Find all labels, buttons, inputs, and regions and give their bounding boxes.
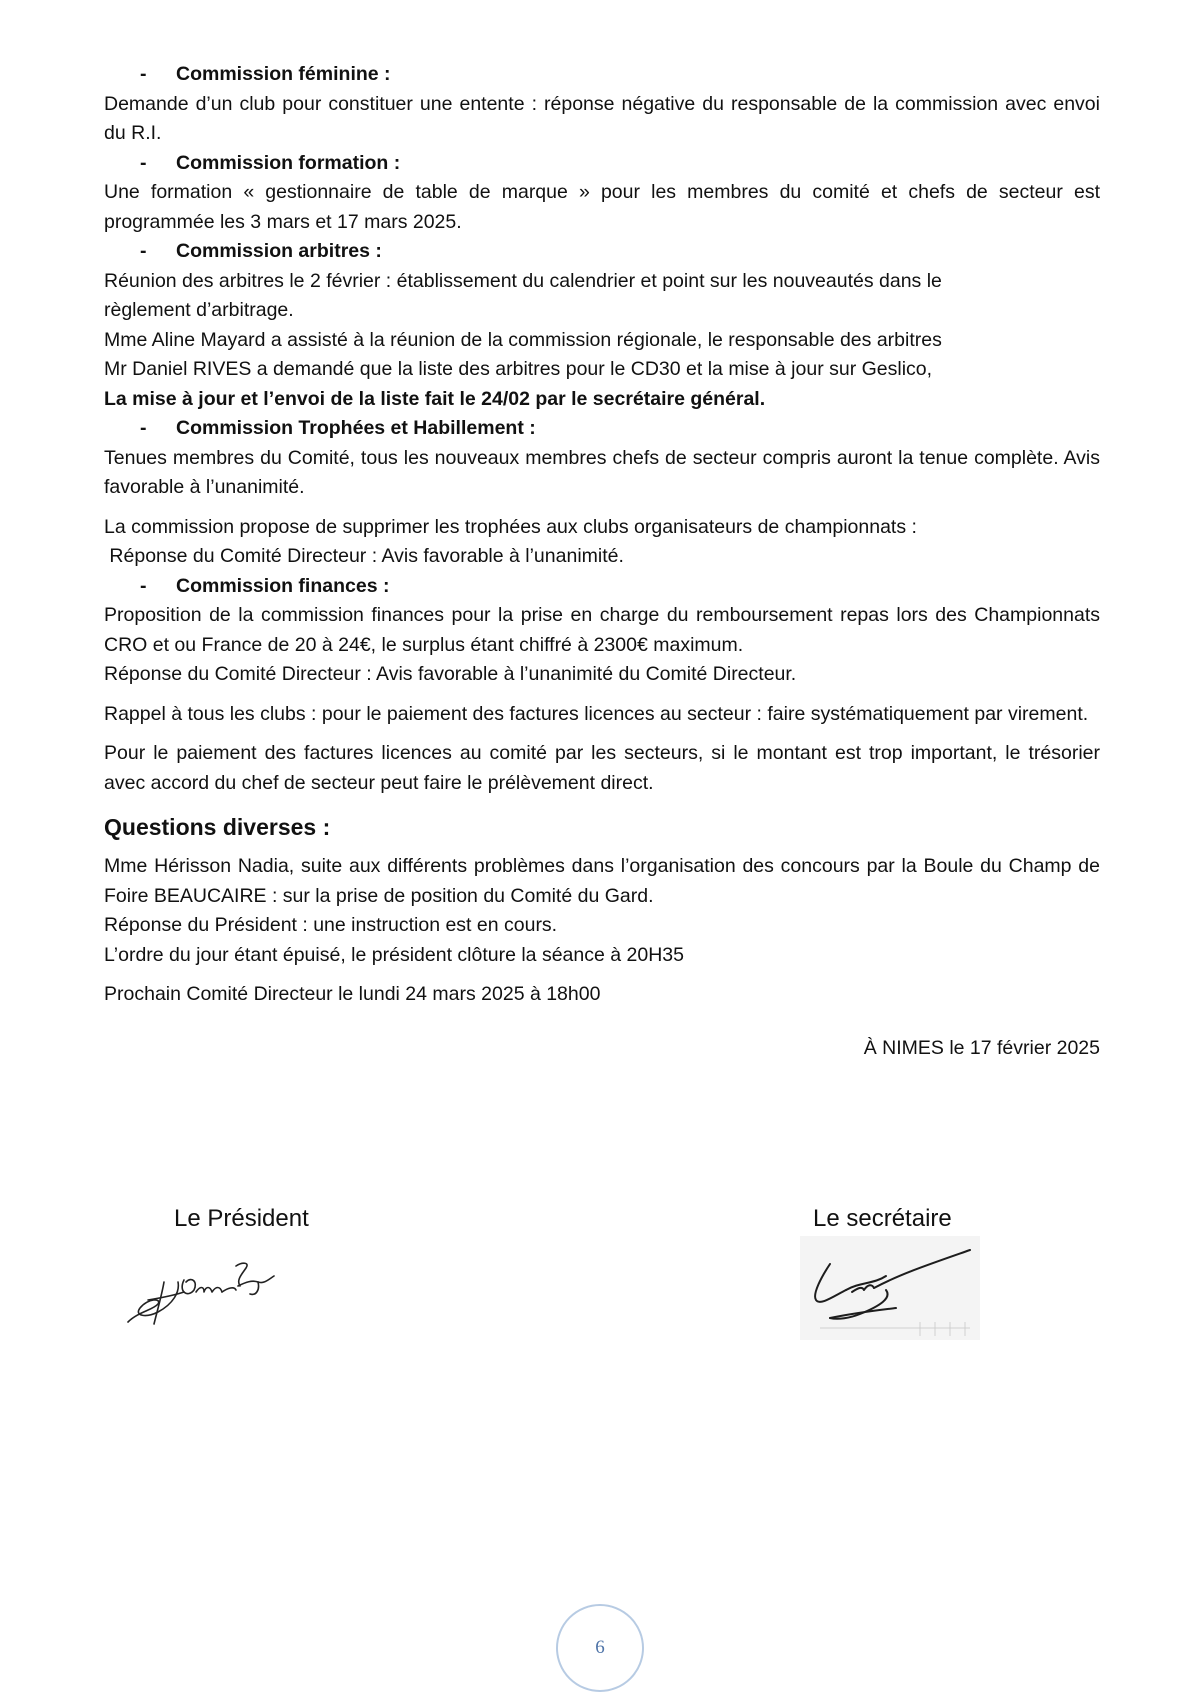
paragraph-line: règlement d’arbitrage. [104, 299, 294, 321]
heading-text: Commission formation : [176, 151, 401, 174]
paragraph: Tenues membres du Comité, tous les nouveaux membres chefs de secteur compris auront la tenue complète. Avis favorable à l’unanimité. [104, 446, 1100, 498]
signature-president-icon [118, 1252, 288, 1332]
president-label: Le Président [174, 1205, 309, 1232]
paragraph-line: Réponse du Comité Directeur : Avis favorable à l’unanimité du Comité Directeur. [104, 663, 797, 685]
paragraph-line: Réponse du Comité Directeur : Avis favorable à l’unanimité. [104, 545, 624, 567]
bullet-dash: - [140, 63, 147, 85]
paragraph-line: Réunion des arbitres le 2 février : établissement du calendrier et point sur les nouveautés dans le [104, 269, 942, 292]
paragraph: Rappel à tous les clubs : pour le paiement des factures licences au secteur : faire systématiquement par virement. [104, 702, 1089, 725]
paragraph: Proposition de la commission finances pour la prise en charge du remboursement repas lors des Championnats CRO et ou France de 20 à 24€, le surplus étant chiffré à 2300€ maximum. [104, 604, 1100, 656]
heading-text: Commission Trophées et Habillement : [176, 417, 536, 439]
section-heading [104, 414, 1100, 444]
paragraph: Pour le paiement des factures licences au comité par les secteurs, si le montant est trop important, le trésorier avec accord du chef de secteur peut faire le prélèvement direct. [104, 742, 1100, 794]
section-heading [104, 237, 1100, 267]
paragraph-line: Réponse du Président : une instruction est en cours. [104, 914, 558, 936]
bullet-dash: - [140, 151, 147, 174]
bullet-dash: - [140, 574, 147, 597]
bold-paragraph-line: La mise à jour et l’envoi de la liste fait le 24/02 par le secrétaire général. [104, 387, 766, 410]
document-body [104, 60, 1100, 1063]
paragraph-line: Mme Aline Mayard a assisté à la réunion de la commission régionale, le responsable des arbitres [104, 328, 942, 351]
section-heading [104, 60, 1100, 90]
heading-text: Commission arbitres : [176, 240, 382, 262]
section-heading [104, 572, 1100, 602]
paragraph-line: L’ordre du jour étant épuisé, le président clôture la séance à 20H35 [104, 943, 684, 966]
bullet-dash: - [140, 417, 147, 439]
page-number: 6 [595, 1637, 605, 1658]
next-meeting-line: Prochain Comité Directeur le lundi 24 mars 2025 à 18h00 [104, 983, 601, 1005]
paragraph-line: Mr Daniel RIVES a demandé que la liste des arbitres pour le CD30 et la mise à jour sur Geslico, [104, 358, 933, 380]
signature-secretaire-icon [800, 1236, 980, 1340]
paragraph: Une formation « gestionnaire de table de marque » pour les membres du comité et chefs de secteur est programmée les 3 mars et 17 mars 2025. [104, 181, 1100, 233]
bullet-dash: - [140, 240, 147, 262]
section-heading [104, 149, 1100, 179]
paragraph: Mme Hérisson Nadia, suite aux différents problèmes dans l’organisation des concours par la Boule du Champ de Foire BEAUCAIRE : sur la prise de position du Comité du Gard. [104, 855, 1100, 907]
page-number-badge [556, 1604, 644, 1692]
paragraph: Demande d’un club pour constituer une entente : réponse négative du responsable de la commission avec envoi du R.I. [104, 92, 1100, 144]
heading-text: Commission finances : [176, 574, 390, 597]
heading-text: Commission féminine : [176, 63, 391, 85]
paragraph-line: La commission propose de supprimer les trophées aux clubs organisateurs de championnats : [104, 515, 917, 538]
secretaire-label: Le secrétaire [813, 1205, 952, 1232]
questions-heading: Questions diverses : [104, 814, 331, 840]
place-date: À NIMES le 17 février 2025 [863, 1036, 1100, 1059]
